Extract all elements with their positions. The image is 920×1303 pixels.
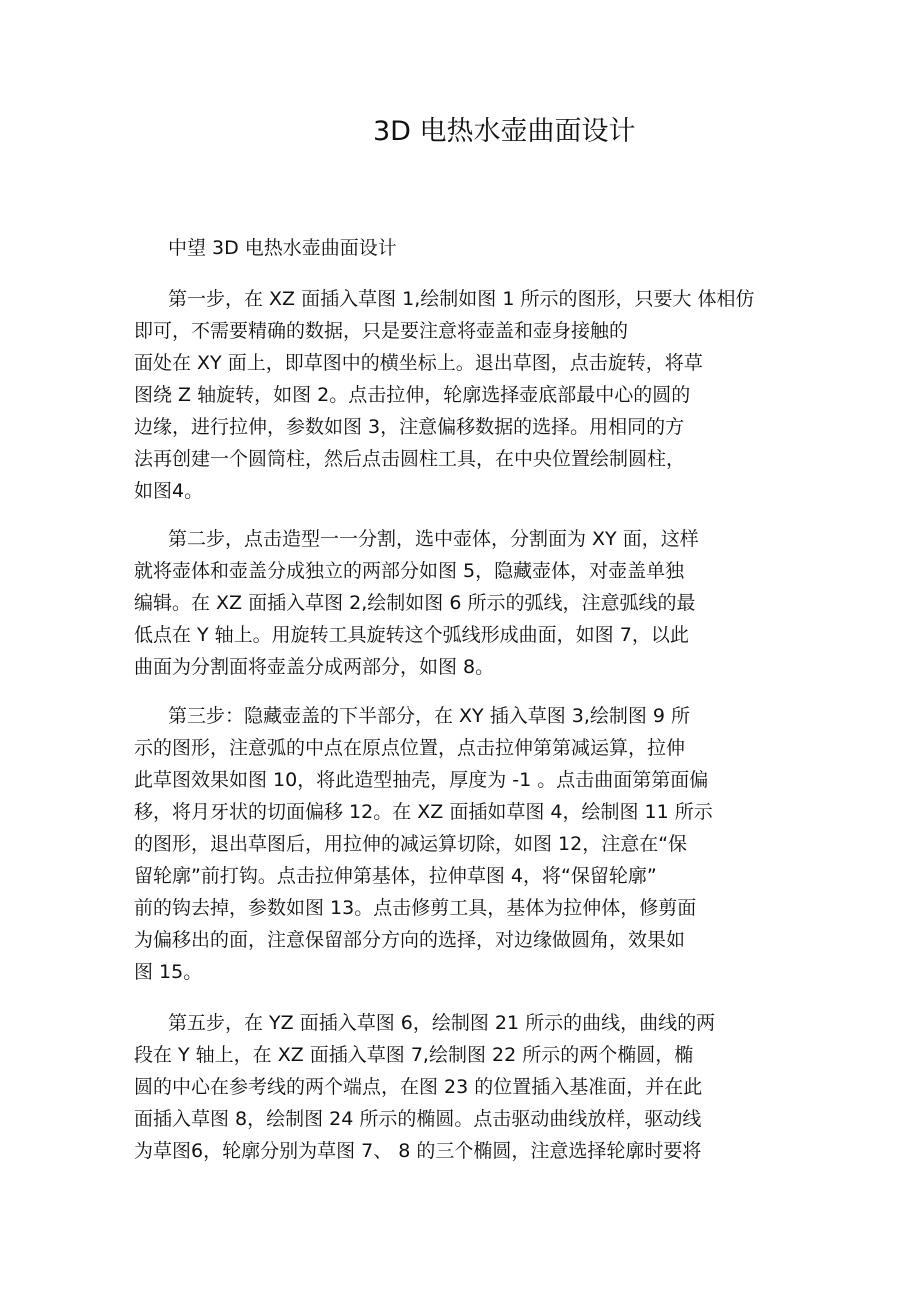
paragraph-line: 如图4。	[134, 480, 204, 502]
paragraph-line: 面插入草图 8，绘制图 24 所示的椭圆。点击驱动曲线放样，驱动线	[134, 1108, 702, 1130]
paragraph-line: 留轮廓”前打钩。点击拉伸第基体，拉伸草图 4，将“保留轮廓”	[134, 865, 657, 887]
paragraph-line: 第三步：隐藏壶盖的下半部分，在 XY 插入草图 3,绘制图 9 所	[168, 705, 691, 727]
document-title: 3D 电热水壶曲面设计	[373, 116, 636, 147]
paragraph-line: 的图形，退出草图后，用拉伸的减运算切除，如图 12，注意在“保	[134, 833, 688, 855]
paragraph-line: 第五步，在 YZ 面插入草图 6，绘制图 21 所示的曲线，曲线的两	[168, 1012, 716, 1034]
paragraph-line: 曲面为分割面将壶盖分成两部分，如图 8。	[134, 656, 495, 678]
paragraph-line: 移，将月牙状的切面偏移 12。在 XZ 面插如草图 4，绘制图 11 所示	[134, 801, 713, 823]
paragraph-line: 圆的中心在参考线的两个端点，在图 23 的位置插入基准面，并在此	[134, 1076, 703, 1098]
paragraph-line: 图绕 Z 轴旋转，如图 2。点击拉伸，轮廓选择壶底部最中心的圆的	[134, 384, 691, 406]
paragraph-line: 图 15。	[134, 961, 203, 983]
paragraph-line: 段在 Y 轴上，在 XZ 面插入草图 7,绘制图 22 所示的两个椭圆，椭	[134, 1044, 694, 1066]
paragraph-line: 低点在 Y 轴上。用旋转工具旋转这个弧线形成曲面，如图 7，以此	[134, 624, 689, 646]
paragraph-line: 为草图6，轮廓分别为草图 7、 8 的三个椭圆，注意选择轮廓时要将	[134, 1140, 702, 1162]
paragraph-line: 为偏移出的面，注意保留部分方向的选择，对边缘做圆角，效果如	[134, 929, 686, 951]
paragraph-line: 第一步，在 XZ 面插入草图 1,绘制如图 1 所示的图形，只要大 体相仿	[168, 288, 755, 310]
paragraph-line: 示的图形，注意弧的中点在原点位置，点击拉伸第第减运算，拉伸	[134, 737, 686, 759]
paragraph-line: 即可，不需要精确的数据，只是要注意将壶盖和壶身接触的	[134, 320, 629, 342]
document-subtitle: 中望 3D 电热水壶曲面设计	[168, 237, 397, 259]
paragraph-line: 前的钩去掉，参数如图 13。点击修剪工具，基体为拉伸体，修剪面	[134, 897, 697, 919]
paragraph-line: 此草图效果如图 10，将此造型抽壳，厚度为 -1 。点击曲面第第面偏	[134, 769, 709, 791]
paragraph-line: 就将壶体和壶盖分成独立的两部分如图 5，隐藏壶体，对壶盖单独	[134, 560, 685, 582]
paragraph-line: 法再创建一个圆筒柱，然后点击圆柱工具，在中央位置绘制圆柱，	[134, 448, 686, 470]
paragraph-line: 边缘，进行拉伸，参数如图 3，注意偏移数据的选择。用相同的方	[134, 416, 685, 438]
paragraph-line: 编辑。在 XZ 面插入草图 2,绘制如图 6 所示的弧线，注意弧线的最	[134, 592, 696, 614]
paragraph-line: 面处在 XY 面上，即草图中的横坐标上。退出草图，点击旋转，将草	[134, 352, 703, 374]
paragraph-line: 第二步，点击造型一一分割，选中壶体，分割面为 XY 面，这样	[168, 528, 699, 550]
